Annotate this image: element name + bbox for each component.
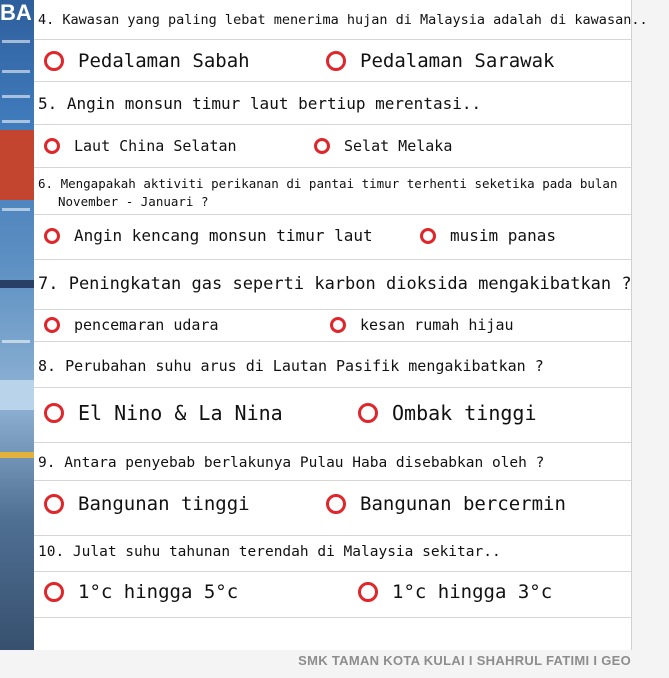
answer-option[interactable] bbox=[420, 226, 556, 245]
radio-button[interactable] bbox=[44, 51, 64, 71]
option-label: kesan rumah hijau bbox=[360, 316, 514, 334]
footer-credit: SMK TAMAN KOTA KULAI I SHAHRUL FATIMI I GEO bbox=[298, 653, 631, 668]
decor-line bbox=[2, 208, 30, 211]
radio-button[interactable] bbox=[326, 494, 346, 514]
radio-button[interactable] bbox=[314, 138, 330, 154]
radio-button[interactable] bbox=[326, 51, 346, 71]
question-text: 5. Angin monsun timur laut bertiup merentasi.. bbox=[38, 94, 482, 113]
option-label: Laut China Selatan bbox=[74, 137, 237, 155]
option-label: Angin kencang monsun timur laut bbox=[74, 226, 373, 245]
decor-block bbox=[0, 452, 34, 458]
question-text: 10. Julat suhu tahunan terendah di Malaysia sekitar.. bbox=[38, 544, 501, 560]
option-label: Pedalaman Sabah bbox=[78, 50, 250, 72]
option-label: Selat Melaka bbox=[344, 137, 453, 155]
decor-block bbox=[0, 130, 34, 200]
question-text: 7. Peningkatan gas seperti karbon dioksida mengakibatkan ? bbox=[38, 274, 632, 294]
option-label: Bangunan bercermin bbox=[360, 493, 566, 515]
option-label: El Nino & La Nina bbox=[78, 401, 283, 425]
radio-button[interactable] bbox=[420, 228, 436, 244]
decor-line bbox=[2, 95, 30, 98]
question-text: 4. Kawasan yang paling lebat menerima hujan di Malaysia adalah di kawasan.. bbox=[38, 12, 648, 28]
answer-option[interactable] bbox=[44, 581, 238, 603]
answer-option[interactable] bbox=[358, 401, 537, 425]
question-text: 6. Mengapakah aktiviti perikanan di pantai timur terhenti seketika pada bulan bbox=[38, 176, 618, 191]
question-text: 8. Perubahan suhu arus di Lautan Pasifik mengakibatkan ? bbox=[38, 357, 544, 375]
radio-button[interactable] bbox=[44, 228, 60, 244]
radio-button[interactable] bbox=[44, 317, 60, 333]
radio-button[interactable] bbox=[358, 582, 378, 602]
radio-button[interactable] bbox=[330, 317, 346, 333]
option-label: 1°c hingga 3°c bbox=[392, 581, 553, 603]
answer-option[interactable] bbox=[44, 137, 237, 155]
question-text-line2: November - Januari ? bbox=[58, 194, 209, 209]
option-label: Ombak tinggi bbox=[392, 401, 537, 425]
left-edge-strip bbox=[0, 0, 34, 650]
radio-button[interactable] bbox=[44, 582, 64, 602]
answer-option[interactable] bbox=[330, 316, 514, 334]
option-label: musim panas bbox=[450, 226, 556, 245]
decor-line bbox=[2, 120, 30, 123]
sidebar-fragment-text: BA bbox=[0, 0, 32, 25]
radio-button[interactable] bbox=[358, 403, 378, 423]
answer-option[interactable] bbox=[44, 316, 219, 334]
decor-line bbox=[2, 340, 30, 343]
decor-block bbox=[0, 280, 34, 288]
page-margin bbox=[632, 0, 669, 678]
answer-option[interactable] bbox=[326, 50, 554, 72]
answer-option[interactable] bbox=[44, 226, 373, 245]
option-label: pencemaran udara bbox=[74, 316, 219, 334]
decor-line bbox=[2, 40, 30, 43]
decor-line bbox=[2, 70, 30, 73]
answer-option[interactable] bbox=[44, 50, 250, 72]
answer-option[interactable] bbox=[44, 401, 283, 425]
radio-button[interactable] bbox=[44, 138, 60, 154]
question-text: 9. Antara penyebab berlakunya Pulau Haba disebabkan oleh ? bbox=[38, 455, 545, 471]
option-label: Pedalaman Sarawak bbox=[360, 50, 555, 72]
radio-button[interactable] bbox=[44, 403, 64, 423]
radio-button[interactable] bbox=[44, 494, 64, 514]
answer-option[interactable] bbox=[326, 493, 566, 515]
decor-block bbox=[0, 380, 34, 410]
option-label: 1°c hingga 5°c bbox=[78, 581, 239, 603]
answer-option[interactable] bbox=[358, 581, 552, 603]
option-label: Bangunan tinggi bbox=[78, 493, 250, 515]
answer-option[interactable] bbox=[314, 137, 452, 155]
answer-option[interactable] bbox=[44, 493, 250, 515]
